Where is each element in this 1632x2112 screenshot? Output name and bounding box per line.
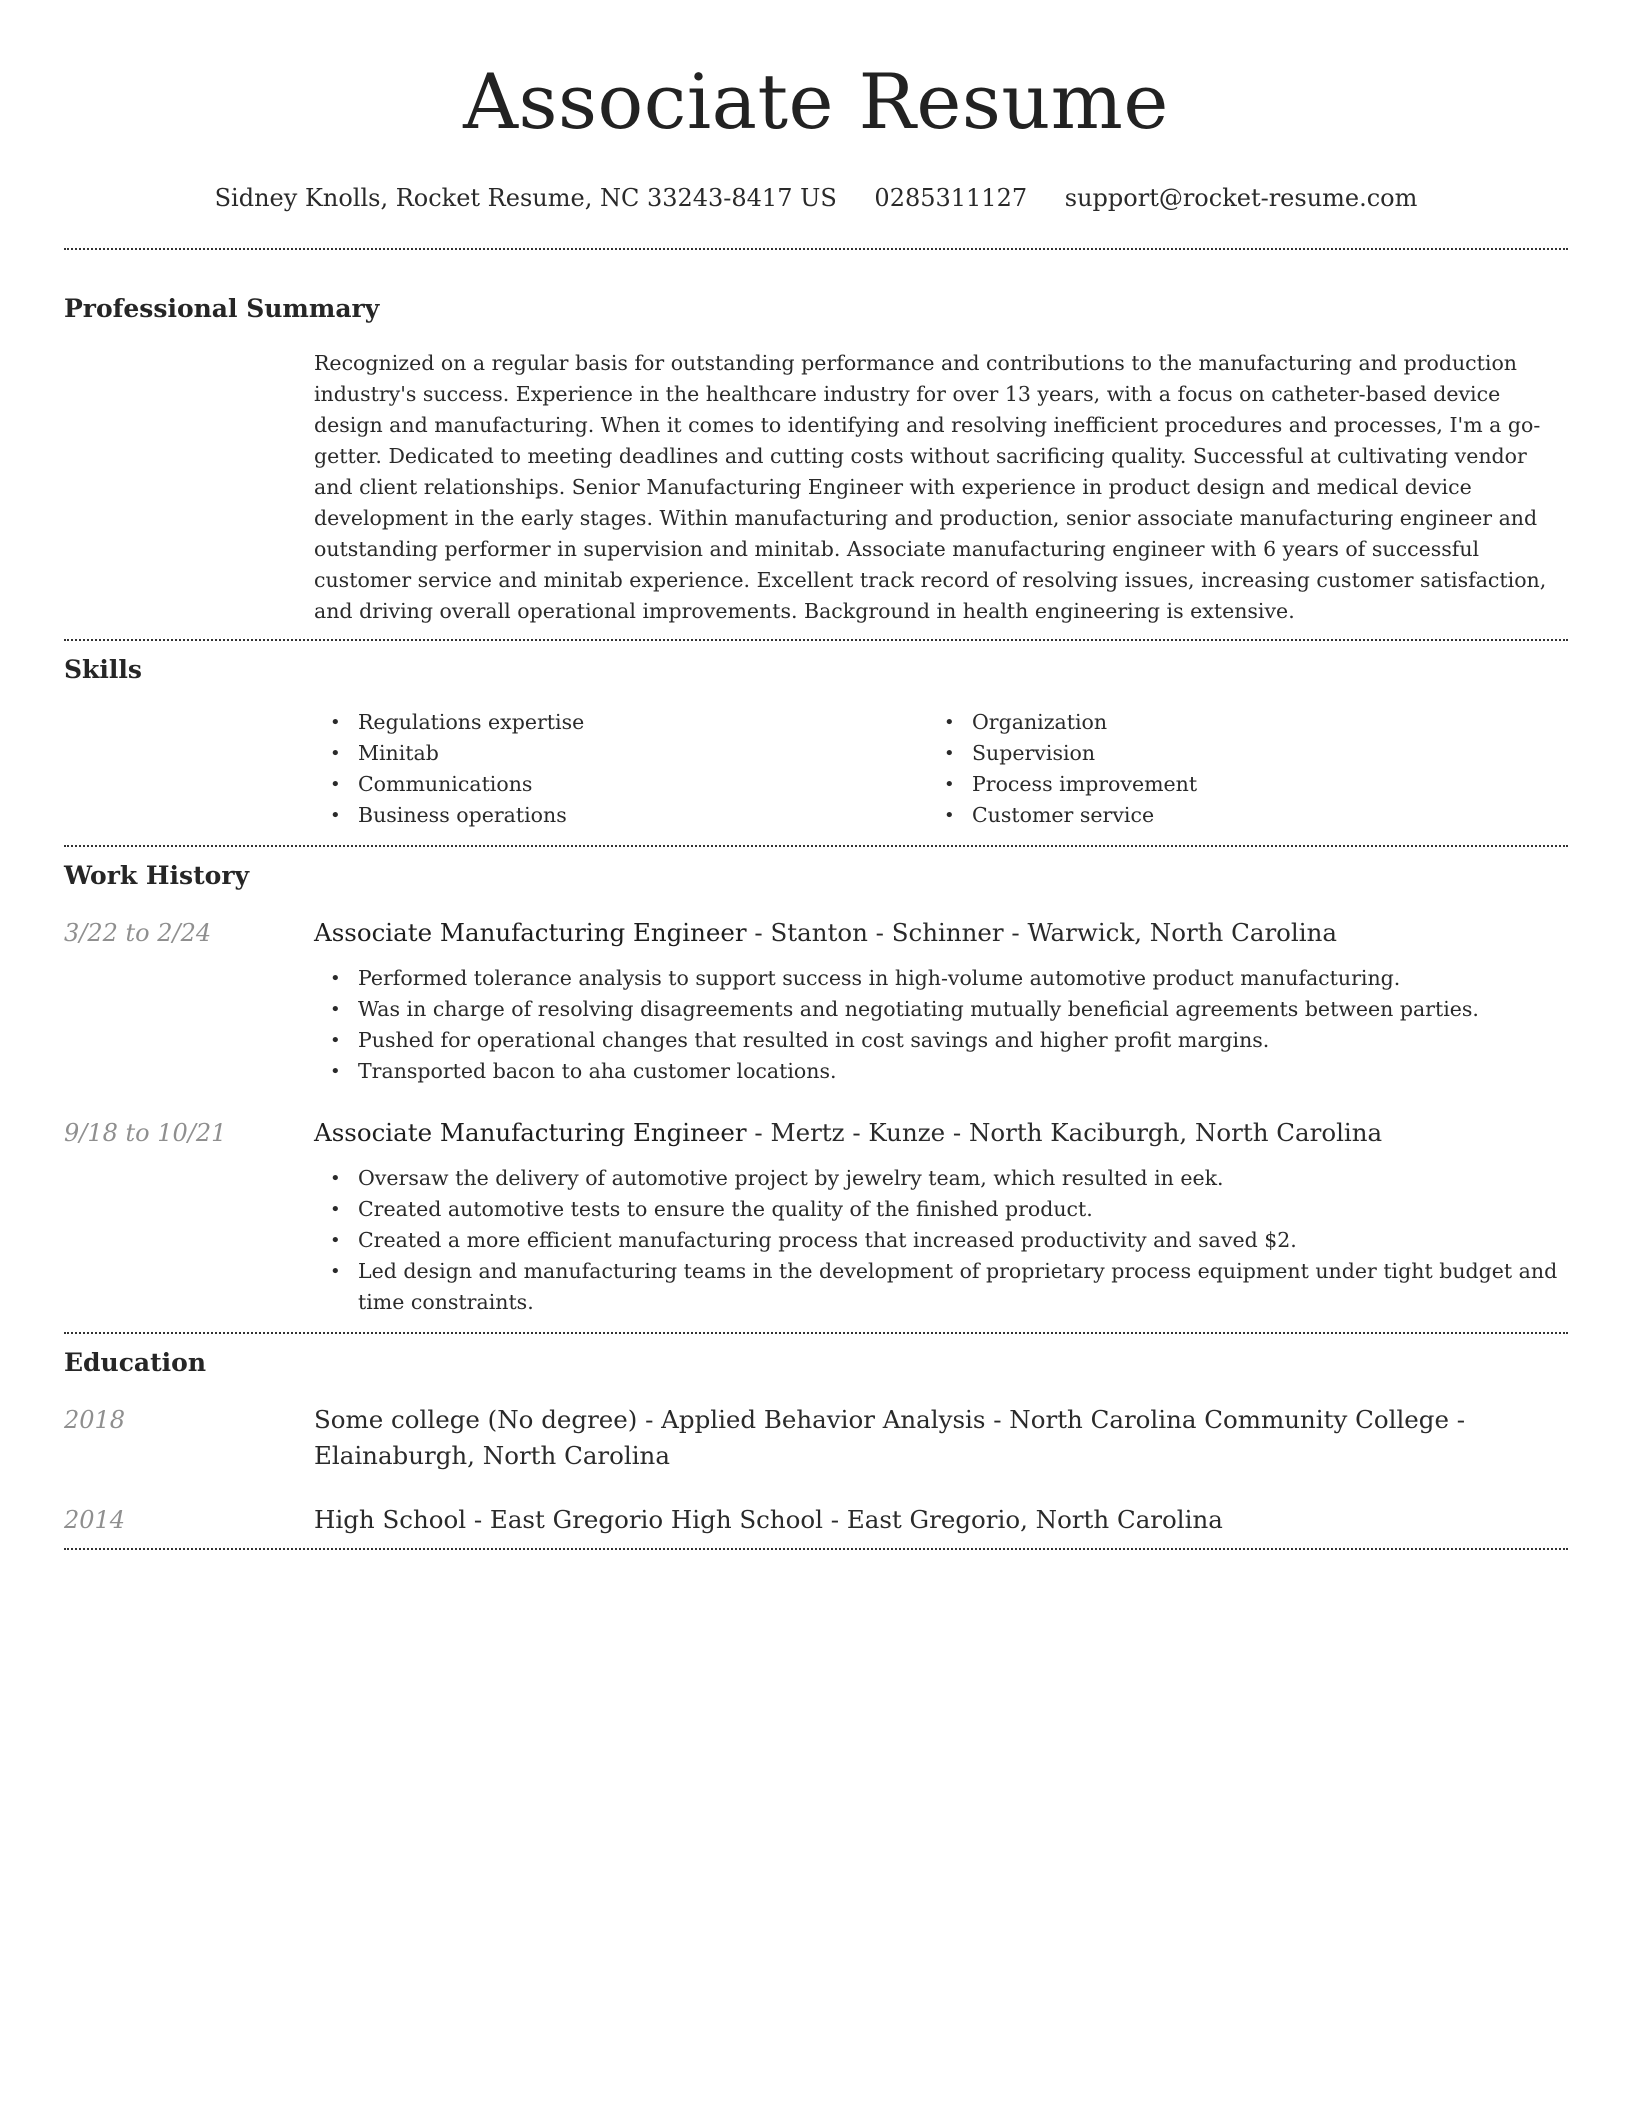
job-bullets	[314, 963, 1568, 1087]
education-details	[314, 1402, 1568, 1474]
job-details	[314, 915, 1568, 1087]
section-title-summary: Professional Summary	[64, 294, 380, 323]
skill-item: • Regulations expertise	[314, 707, 928, 738]
job-bullet: • Led design and manufacturing teams in the development of proprietary process equipment under tight budget and time constraints.	[314, 1256, 1568, 1318]
skill-item: • Supervision	[928, 738, 1542, 769]
job-heading	[314, 915, 1568, 951]
contact-address: Sidney Knolls, Rocket Resume, NC 33243-8417 US	[214, 184, 837, 212]
education-school: - North Carolina Community College - Elainaburgh, North Carolina	[314, 1405, 1466, 1470]
education-school: - East Gregorio High School - East Gregorio, North Carolina	[466, 1505, 1223, 1534]
education-entry	[64, 1402, 1568, 1474]
education-section	[64, 1334, 1568, 1548]
job-heading	[314, 1115, 1568, 1151]
skill-item: • Customer service	[928, 800, 1542, 831]
work-section	[64, 847, 1568, 1332]
education-year: 2018	[64, 1406, 126, 1434]
resume-title: Associate Resume	[463, 57, 1169, 146]
contact-phone: 0285311127	[874, 184, 1028, 212]
education-details	[314, 1502, 1568, 1538]
skill-item: • Process improvement	[928, 769, 1542, 800]
section-title-education: Education	[64, 1348, 207, 1377]
skill-item: • Organization	[928, 707, 1542, 738]
job-bullets	[314, 1163, 1568, 1318]
education-year: 2014	[64, 1506, 126, 1534]
divider	[64, 1548, 1568, 1550]
contact-line	[64, 182, 1568, 214]
job-entry	[64, 915, 1568, 1087]
skills-columns	[314, 707, 1568, 845]
job-bullet: • Created a more efficient manufacturing process that increased productivity and saved $2.	[314, 1225, 1568, 1256]
job-dates: 3/22 to 2/24	[64, 919, 212, 947]
job-entry	[64, 1115, 1568, 1318]
job-dates: 9/18 to 10/21	[64, 1119, 227, 1147]
education-degree: Some college (No degree) - Applied Behavior Analysis	[314, 1405, 986, 1434]
job-bullet: • Transported bacon to aha customer locations.	[314, 1056, 1568, 1087]
skill-item: • Business operations	[314, 800, 928, 831]
job-bullet: • Pushed for operational changes that resulted in cost savings and higher profit margins.	[314, 1025, 1568, 1056]
job-details	[314, 1115, 1568, 1318]
skill-item: • Communications	[314, 769, 928, 800]
job-bullet: • Was in charge of resolving disagreements and negotiating mutually beneficial agreements between parties.	[314, 994, 1568, 1025]
job-position: Associate Manufacturing Engineer	[314, 918, 747, 947]
section-title-skills: Skills	[64, 655, 142, 684]
job-bullet: • Created automotive tests to ensure the quality of the finished product.	[314, 1194, 1568, 1225]
job-employer: - Stanton - Schinner - Warwick, North Carolina	[746, 918, 1337, 947]
skills-section	[64, 641, 1568, 845]
skills-list-right	[928, 707, 1542, 831]
summary-text: Recognized on a regular basis for outstanding performance and contributions to the manufacturing and production industry's success. Experience in the healthcare industry for over 13 years, with a focus on catheter-based device design and manufacturing. When it comes to identifying and resolving inefficient procedures and processes, I'm a go-getter. Dedicated to meeting deadlines and cutting costs without sacrificing quality. Successful at cultivating vendor and client relationships. Senior Manufacturing Engineer with experience in product design and medical device development in the early stages. Within manufacturing and production, senior associate manufacturing engineer and outstanding performer in supervision and minitab. Associate manufacturing engineer with 6 years of successful customer service and minitab experience. Excellent track record of resolving issues, increasing customer satisfaction, and driving overall operational improvements. Background in health engineering is extensive.	[314, 351, 1547, 623]
skill-item: • Minitab	[314, 738, 928, 769]
summary-body	[314, 348, 1568, 639]
education-entry	[64, 1502, 1568, 1538]
summary-section	[64, 250, 1568, 639]
job-bullet: • Oversaw the delivery of automotive project by jewelry team, which resulted in eek.	[314, 1163, 1568, 1194]
section-title-work: Work History	[64, 861, 250, 890]
job-bullet: • Performed tolerance analysis to support success in high-volume automotive product manufacturing.	[314, 963, 1568, 994]
job-position: Associate Manufacturing Engineer	[314, 1118, 747, 1147]
contact-email: support@rocket-resume.com	[1064, 184, 1418, 212]
education-degree: High School	[314, 1505, 467, 1534]
skills-list-left	[314, 707, 928, 831]
job-employer: - Mertz - Kunze - North Kaciburgh, North Carolina	[746, 1118, 1383, 1147]
